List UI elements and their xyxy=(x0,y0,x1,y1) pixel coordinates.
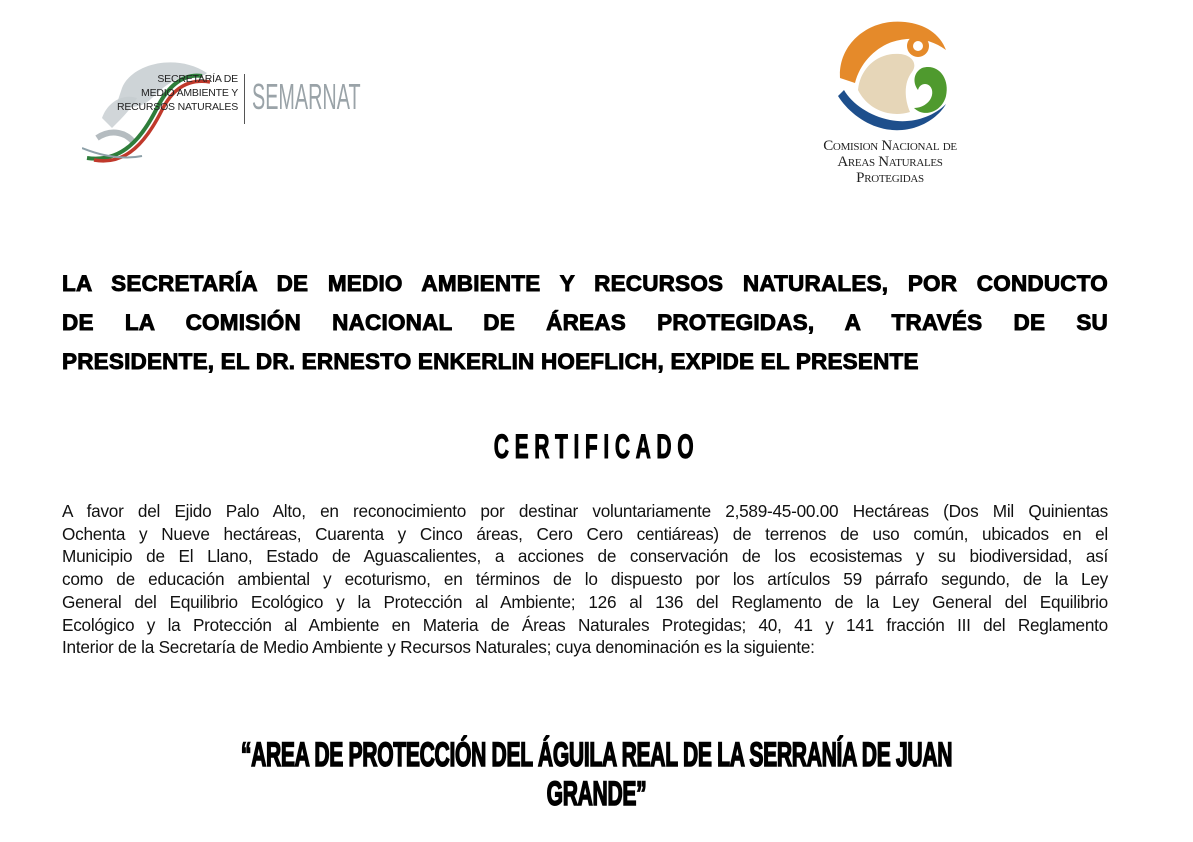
semarnat-name xyxy=(96,72,238,114)
semarnat-line-3: RECURSOS NATURALES xyxy=(116,101,238,113)
conanp-line-1: Comision Nacional de xyxy=(823,138,957,154)
conanp-logo xyxy=(800,8,980,203)
body-line: Ecológico y la Protección al Ambiente en Materia de Áreas Naturales Protegidas; 40, 41 y 141 fracción III del Reglamento xyxy=(62,614,1108,635)
semarnat-line-1: SECRETARÍA DE xyxy=(157,73,238,85)
certificate-body xyxy=(62,500,1108,659)
semarnat-line-2: MEDIO AMBIENTE Y xyxy=(141,87,238,99)
conanp-line-3: Protegidas xyxy=(856,170,924,186)
heading-line: LA SECRETARÍA DE MEDIO AMBIENTE Y RECURSOS NATURALES, POR CONDUCTO xyxy=(62,271,1108,296)
semarnat-acronym: SEMARNAT xyxy=(252,76,361,117)
body-line: Interior de la Secretaría de Medio Ambiente y Recursos Naturales; cuya denominación es la siguiente: xyxy=(62,637,815,658)
body-line: A favor del Ejido Palo Alto, en reconocimiento por destinar voluntariamente 2,589-45-00.00 Hectáreas (Dos Mil Quinientas xyxy=(62,501,1108,521)
conanp-name xyxy=(800,138,980,186)
body-line: General del Equilibrio Ecológico y la Protección al Ambiente; 126 al 136 del Reglamento de la Ley General del Equilibrio xyxy=(62,591,1108,612)
protected-area-name: “AREA DE PROTECCIÓN DEL ÁGUILA REAL DE LA SERRANÍA DE JUAN GRANDE” xyxy=(240,736,953,813)
conanp-line-2: Areas Naturales xyxy=(837,154,943,170)
issuer-heading xyxy=(62,264,1108,381)
body-line: Municipio de El Llano, Estado de Aguascalientes, a acciones de conservación de los ecosistemas y su biodiversidad, así xyxy=(62,546,1108,567)
heading-line: DE LA COMISIÓN NACIONAL DE ÁREAS PROTEGIDAS, A TRAVÉS DE SU xyxy=(62,310,1108,335)
body-line: Ochenta y Nueve hectáreas, Cuarenta y Cinco áreas, Cero Cero centiáreas) de terrenos de uso común, ubicados en el xyxy=(62,523,1108,544)
body-line: como de educación ambiental y ecoturismo, en términos de lo dispuesto por los artículos 59 párrafo segundo, de la Ley xyxy=(62,569,1108,590)
semarnat-logo xyxy=(82,48,361,183)
certificate-title: CERTIFICADO xyxy=(493,428,700,466)
heading-line: PRESIDENTE, EL DR. ERNESTO ENKERLIN HOEFLICH, EXPIDE EL PRESENTE xyxy=(62,349,919,374)
semarnat-divider xyxy=(244,74,245,124)
conanp-emblem-icon xyxy=(800,8,980,138)
